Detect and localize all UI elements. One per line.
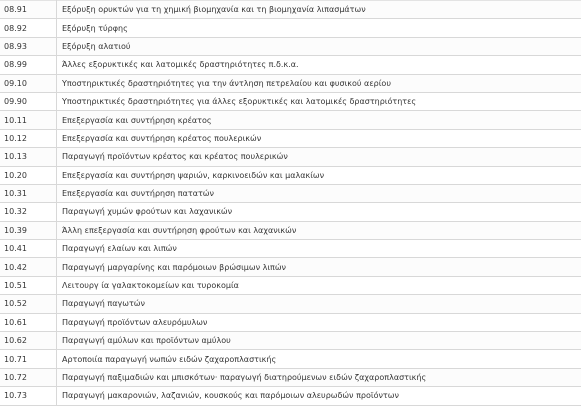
activity-description: Άλλες εξορυκτικές και λατομικές δραστηριότητες π.δ.κ.α. [57,56,581,74]
table-row [0,387,581,405]
activity-description: Λειτουργ ία γαλακτοκομείων και τυροκομία [57,276,581,294]
activity-description: Εξόρυξη αλατιού [57,37,581,55]
activity-description: Παραγωγή μακαρονιών, λαζανιών, κουσκούς και παρόμοιων αλευρωδών προϊόντων [57,387,581,405]
table-row [0,1,581,19]
table-row [0,166,581,184]
activity-code: 10.12 [0,129,57,147]
table-row [0,129,581,147]
table-row [0,19,581,37]
table-row [0,92,581,110]
activity-description: Παραγωγή προϊόντων αλευρόμυλων [57,313,581,331]
activity-description: Αρτοποιία παραγωγή νωπών ειδών ζαχαροπλαστικής [57,350,581,368]
table-row [0,74,581,92]
activity-code: 08.92 [0,19,57,37]
activity-code: 09.10 [0,74,57,92]
activity-description: Παραγωγή παξιμαδιών και μπισκότων· παραγωγή διατηρούμενων ειδών ζαχαροπλαστικής [57,368,581,386]
activity-code: 10.52 [0,295,57,313]
table-row [0,184,581,202]
activity-description: Παραγωγή προϊόντων κρέατος και κρέατος πουλερικών [57,148,581,166]
table-row [0,56,581,74]
table-row [0,203,581,221]
activity-code: 10.13 [0,148,57,166]
activity-code: 08.99 [0,56,57,74]
activity-code: 10.32 [0,203,57,221]
activity-description: Υποστηρικτικές δραστηριότητες για άλλες εξορυκτικές και λατομικές δραστηριότητες [57,92,581,110]
activity-code: 10.51 [0,276,57,294]
activity-code: 08.91 [0,1,57,19]
activity-description: Εξόρυξη τύρφης [57,19,581,37]
table-row [0,368,581,386]
table-row [0,111,581,129]
activity-code: 08.93 [0,37,57,55]
activity-code: 10.31 [0,184,57,202]
activity-description: Παραγωγή αμύλων και προϊόντων αμύλου [57,332,581,350]
activity-description: Υποστηρικτικές δραστηριότητες για την άντληση πετρελαίου και φυσικού αερίου [57,74,581,92]
activity-code: 10.62 [0,332,57,350]
activity-description: Επεξεργασία και συντήρηση κρέατος πουλερικών [57,129,581,147]
table-row [0,37,581,55]
table-row [0,350,581,368]
activity-code: 10.71 [0,350,57,368]
table-row [0,276,581,294]
table-row [0,332,581,350]
activity-code: 10.72 [0,368,57,386]
activity-code: 10.11 [0,111,57,129]
activity-code: 10.39 [0,221,57,239]
activity-description: Παραγωγή παγωτών [57,295,581,313]
activity-description: Παραγωγή χυμών φρούτων και λαχανικών [57,203,581,221]
table-row [0,258,581,276]
activity-code: 10.61 [0,313,57,331]
table-row [0,295,581,313]
table-row [0,221,581,239]
table-row [0,148,581,166]
table-row [0,240,581,258]
activity-code: 10.41 [0,240,57,258]
activity-description: Παραγωγή ελαίων και λιπών [57,240,581,258]
activity-description: Άλλη επεξεργασία και συντήρηση φρούτων και λαχανικών [57,221,581,239]
activity-description: Παραγωγή μαργαρίνης και παρόμοιων βρώσιμων λιπών [57,258,581,276]
activity-description: Επεξεργασία και συντήρηση ψαριών, καρκινοειδών και μαλακίων [57,166,581,184]
activity-code: 10.73 [0,387,57,405]
activity-code: 10.20 [0,166,57,184]
activity-code: 09.90 [0,92,57,110]
activity-description: Εξόρυξη ορυκτών για τη χημική βιομηχανία και τη βιομηχανία λιπασμάτων [57,1,581,19]
activity-code: 10.42 [0,258,57,276]
activity-description: Επεξεργασία και συντήρηση πατατών [57,184,581,202]
activity-description: Επεξεργασία και συντήρηση κρέατος [57,111,581,129]
table-row [0,313,581,331]
